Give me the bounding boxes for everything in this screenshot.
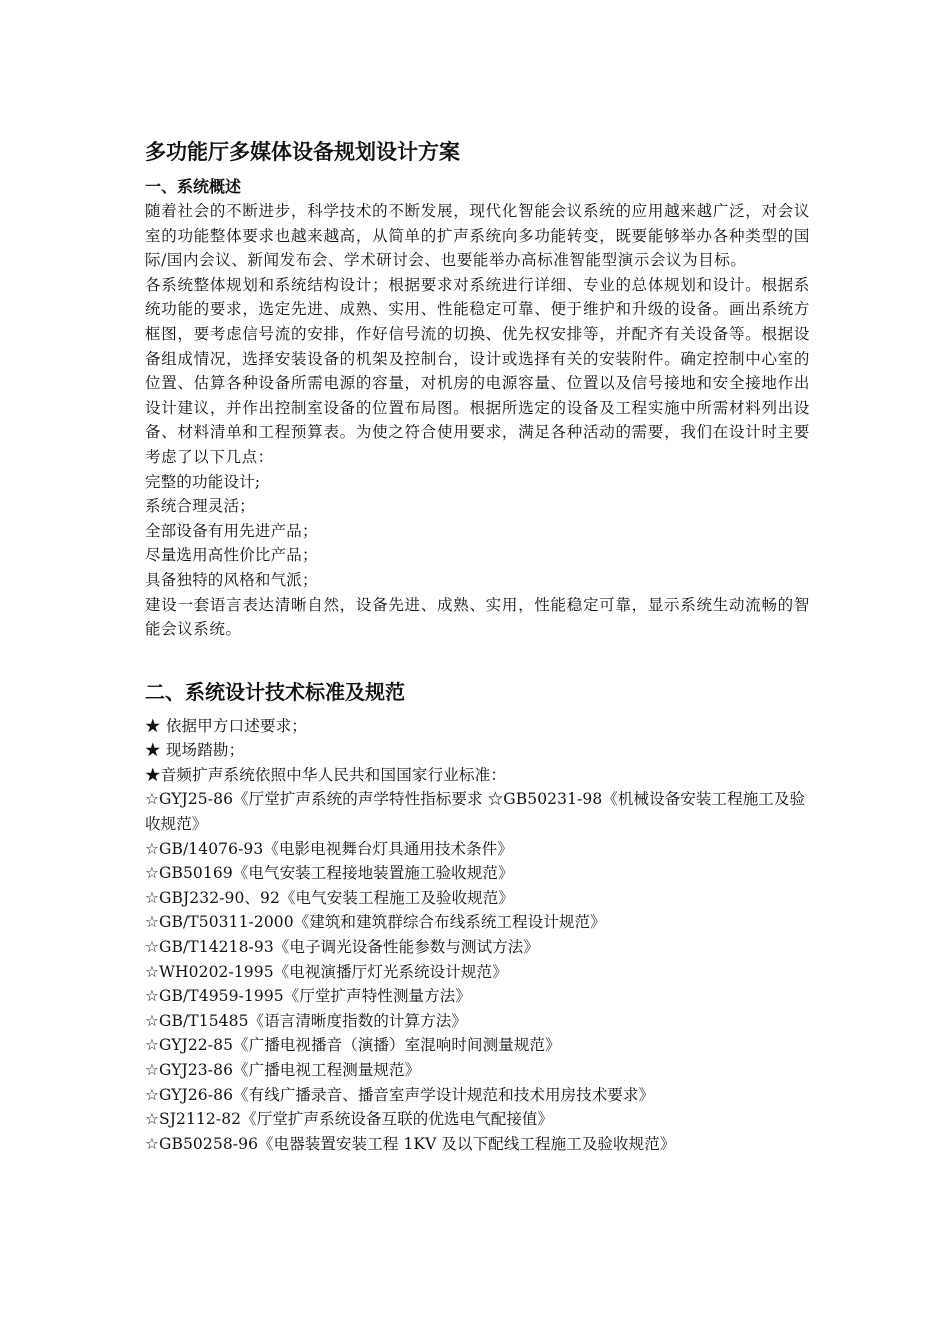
basis-item: ★音频扩声系统依照中华人民共和国国家行业标准： <box>145 765 507 784</box>
basis-item: ★ 依据甲方口述要求； <box>145 716 308 735</box>
standard-item: ☆GYJ26-86《有线广播录音、播音室声学设计规范和技术用房技术要求》 <box>145 1085 655 1104</box>
document-title: 多功能厅多媒体设备规划设计方案 <box>145 140 460 164</box>
basis-item: ★ 现场踏勘； <box>145 741 245 760</box>
standard-item: ☆GBJ232-90、92《电气安装工程施工及验收规范》 <box>145 888 514 907</box>
standard-item: ☆GB/T50311-2000《建筑和建筑群综合布线系统工程设计规范》 <box>145 913 606 932</box>
standard-item: ☆GB/14076-93《电影电视舞台灯具通用技术条件》 <box>145 839 513 858</box>
section-heading-standards: 二、系统设计技术标准及规范 <box>145 679 405 704</box>
overview-paragraph-1: 随着社会的不断进步，科学技术的不断发展，现代化智能会议系统的应用越来越广泛，对会议室的功能整体要求也越来越高，从简单的扩声系统向多功能转变，既要能够举办各种类型的国际/国内会议、新闻发布会、学术研讨会、也要能举办高标准智能型演示会议为目标。 <box>145 202 810 270</box>
section-heading-overview: 一、系统概述 <box>145 177 242 196</box>
standard-item: ☆GYJ22-85《广播电视播音（演播）室混响时间测量规范》 <box>145 1036 561 1055</box>
document-page <box>145 137 810 1156</box>
standard-item: ☆GYJ23-86《广播电视工程测量规范》 <box>145 1061 421 1079</box>
design-point: 系统合理灵活； <box>145 497 255 516</box>
standard-item: ☆GB/T14218-93《电子调光设备性能参数与测试方法》 <box>145 938 539 957</box>
design-point: 尽量选用高性价比产品； <box>145 546 318 565</box>
design-point: 完整的功能设计; <box>145 472 261 491</box>
standard-item: ☆SJ2112-82《厅堂扩声系统设备互联的优选电气配接值》 <box>145 1110 554 1129</box>
standard-item: ☆GB50169《电气安装工程接地装置施工验收规范》 <box>145 864 514 883</box>
design-point: 具备独特的风格和气派； <box>145 570 318 589</box>
overview-paragraph-2: 各系统整体规划和系统结构设计；根据要求对系统进行详细、专业的总体规划和设计。根据系统功能的要求，选定先进、成熟、实用、性能稳定可靠、便于维护和升级的设备。画出系统方框图，要考虑信号流的安排，作好信号流的切换、优先权安排等，并配齐有关设备等。根据设备组成情况，选择安装设备的机架及控制台，设计或选择有关的安装附件。确定控制中心室的位置、估算各种设备所需电源的容量，对机房的电源容量、位置以及信号接地和安全接地作出设计建议，并作出控制室设备的位置布局图。根据所选定的设备及工程实施中所需材料列出设备、材料清单和工程预算表。为使之符合使用要求，满足各种活动的需要，我们在设计时主要考虑了以下几点： <box>145 275 810 466</box>
standard-item: ☆GB50258-96《电器装置安装工程 1KV 及以下配线工程施工及验收规范》 <box>145 1134 676 1153</box>
standard-item: ☆GB/T4959-1995《厅堂扩声特性测量方法》 <box>145 987 471 1006</box>
standard-item: ☆GYJ25-86《厅堂扩声系统的声学特性指标要求 ☆GB50231-98《机械设备安装工程施工及验收规范》 <box>145 790 806 834</box>
design-point: 全部设备有用先进产品； <box>145 521 318 540</box>
standard-item: ☆WH0202-1995《电视演播厅灯光系统设计规范》 <box>145 962 508 981</box>
overview-closing: 建设一套语言表达清晰自然，设备先进、成熟、实用，性能稳定可靠，显示系统生动流畅的智能会议系统。 <box>145 595 810 639</box>
standard-item: ☆GB/T15485《语言清晰度指数的计算方法》 <box>145 1011 467 1030</box>
